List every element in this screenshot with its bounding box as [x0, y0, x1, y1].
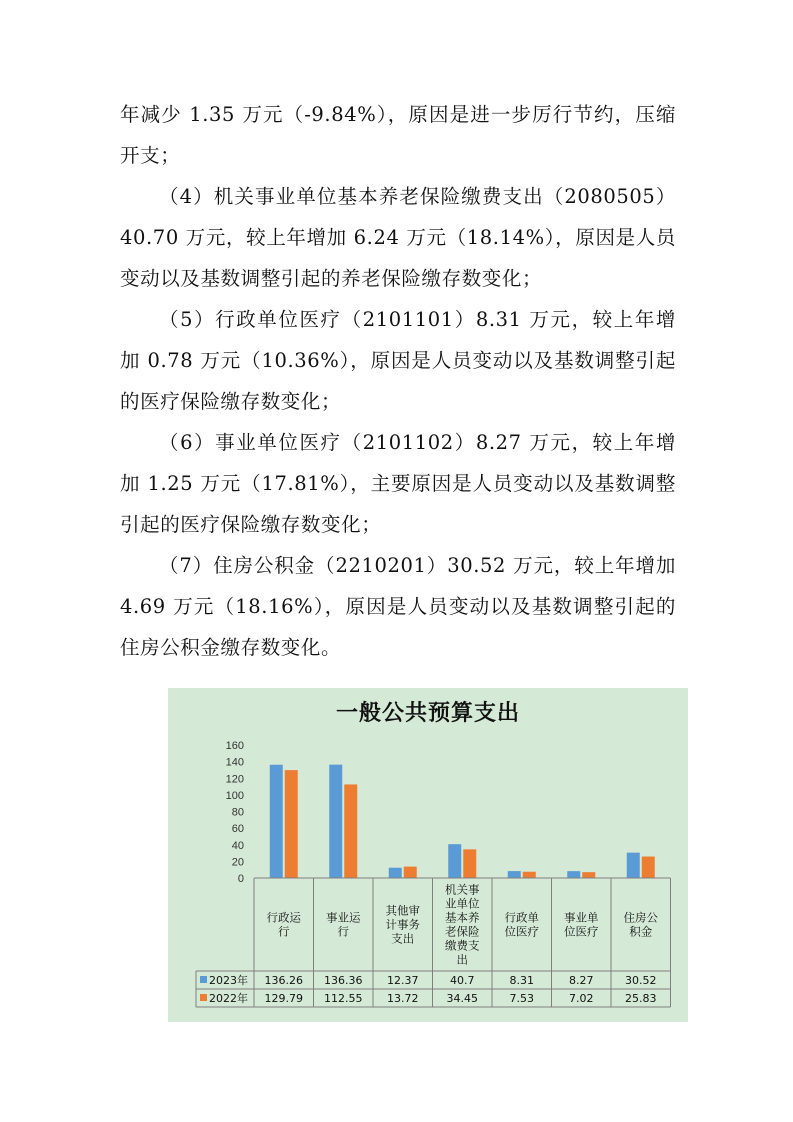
y-tick-label-5: 100 [225, 789, 244, 802]
category-label-3-0: 机关事 [445, 882, 480, 897]
paragraph-5: （7）住房公积金（2210201）30.52 万元，较上年增加 4.69 万元（18.16%），原因是人员变动以及基数调整引起的住房公积金缴存数变化。 [120, 554, 676, 659]
y-tick-label-3: 60 [231, 823, 244, 836]
category-label-2-0: 其他审 [385, 903, 420, 918]
legend-label-1: 2022年 [209, 992, 248, 1005]
category-label-2-2: 支出 [391, 931, 415, 946]
category-label-6-0: 住房公 [623, 910, 658, 925]
data-label-0-1: 136.36 [324, 974, 363, 987]
category-label-1-0: 事业运 [326, 910, 361, 925]
category-label-3-3: 老保险 [445, 924, 480, 939]
chart-container [168, 688, 688, 1022]
category-label-5-1: 位医疗 [564, 924, 599, 939]
legend-swatch-0 [200, 976, 207, 983]
data-label-1-3: 34.45 [446, 992, 478, 1005]
data-label-1-2: 13.72 [387, 992, 419, 1005]
legend-label-0: 2023年 [209, 974, 248, 987]
chart-title: 一般公共预算支出 [335, 700, 520, 726]
bar-2022-5 [582, 872, 595, 878]
bar-2023-0 [270, 765, 283, 878]
category-label-2-1: 计事务 [385, 917, 420, 932]
data-label-0-6: 30.52 [625, 974, 657, 987]
bar-2023-6 [627, 853, 640, 878]
category-label-3-4: 缴费支 [445, 938, 480, 953]
y-tick-label-1: 20 [231, 856, 244, 869]
bar-2022-4 [523, 872, 536, 878]
category-label-3-2: 基本养 [445, 910, 480, 925]
category-label-4-1: 位医疗 [504, 924, 539, 939]
paragraph-1: 年减少 1.35 万元（-9.84%），原因是进一步厉行节约，压缩开支； [120, 103, 676, 167]
legend-swatch-1 [200, 994, 207, 1001]
bar-2022-2 [404, 867, 417, 878]
y-tick-label-6: 120 [225, 773, 244, 786]
y-tick-label-4: 80 [231, 806, 244, 819]
category-label-1-1: 行 [337, 924, 349, 939]
data-label-0-3: 40.7 [450, 974, 475, 987]
bar-2023-1 [329, 765, 342, 878]
bar-chart [168, 688, 688, 1022]
data-label-1-5: 7.02 [569, 992, 594, 1005]
paragraph-3: （5）行政单位医疗（2101101）8.31 万元，较上年增加 0.78 万元（10.36%），原因是人员变动以及基数调整引起的医疗保险缴存数变化； [120, 308, 676, 413]
category-label-5-0: 事业单 [564, 910, 599, 925]
bar-2023-3 [448, 844, 461, 878]
y-tick-label-7: 140 [225, 756, 244, 769]
category-label-3-1: 业单位 [445, 896, 480, 911]
category-label-3-5: 出 [456, 952, 468, 967]
data-label-1-4: 7.53 [509, 992, 534, 1005]
data-label-0-5: 8.27 [569, 974, 594, 987]
data-label-0-2: 12.37 [387, 974, 419, 987]
category-label-0-1: 行 [278, 924, 290, 939]
data-label-1-6: 25.83 [625, 992, 657, 1005]
y-tick-label-0: 0 [237, 873, 244, 885]
paragraph-4: （6）事业单位医疗（2101102）8.27 万元，较上年增加 1.25 万元（17.81%），主要原因是人员变动以及基数调整引起的医疗保险缴存数变化； [120, 431, 676, 536]
bar-2022-0 [285, 770, 298, 878]
y-tick-label-8: 160 [225, 740, 244, 752]
category-label-0-0: 行政运 [266, 910, 301, 925]
bar-2022-6 [642, 857, 655, 878]
data-label-0-4: 8.31 [509, 974, 534, 987]
bar-2022-1 [344, 784, 357, 878]
category-label-6-1: 积金 [629, 924, 653, 939]
bar-2023-5 [567, 871, 580, 878]
bar-2022-3 [463, 849, 476, 878]
bar-2023-2 [389, 868, 402, 878]
data-label-1-0: 129.79 [264, 992, 303, 1005]
data-label-1-1: 112.55 [324, 992, 363, 1005]
y-tick-label-2: 40 [231, 839, 244, 852]
bar-2023-4 [508, 871, 521, 878]
paragraph-2: （4）机关事业单位基本养老保险缴费支出（2080505）40.70 万元，较上年增加 6.24 万元（18.14%），原因是人员变动以及基数调整引起的养老保险缴存数变化； [120, 185, 676, 290]
category-label-4-0: 行政单 [504, 910, 539, 925]
data-label-0-0: 136.26 [264, 974, 303, 987]
